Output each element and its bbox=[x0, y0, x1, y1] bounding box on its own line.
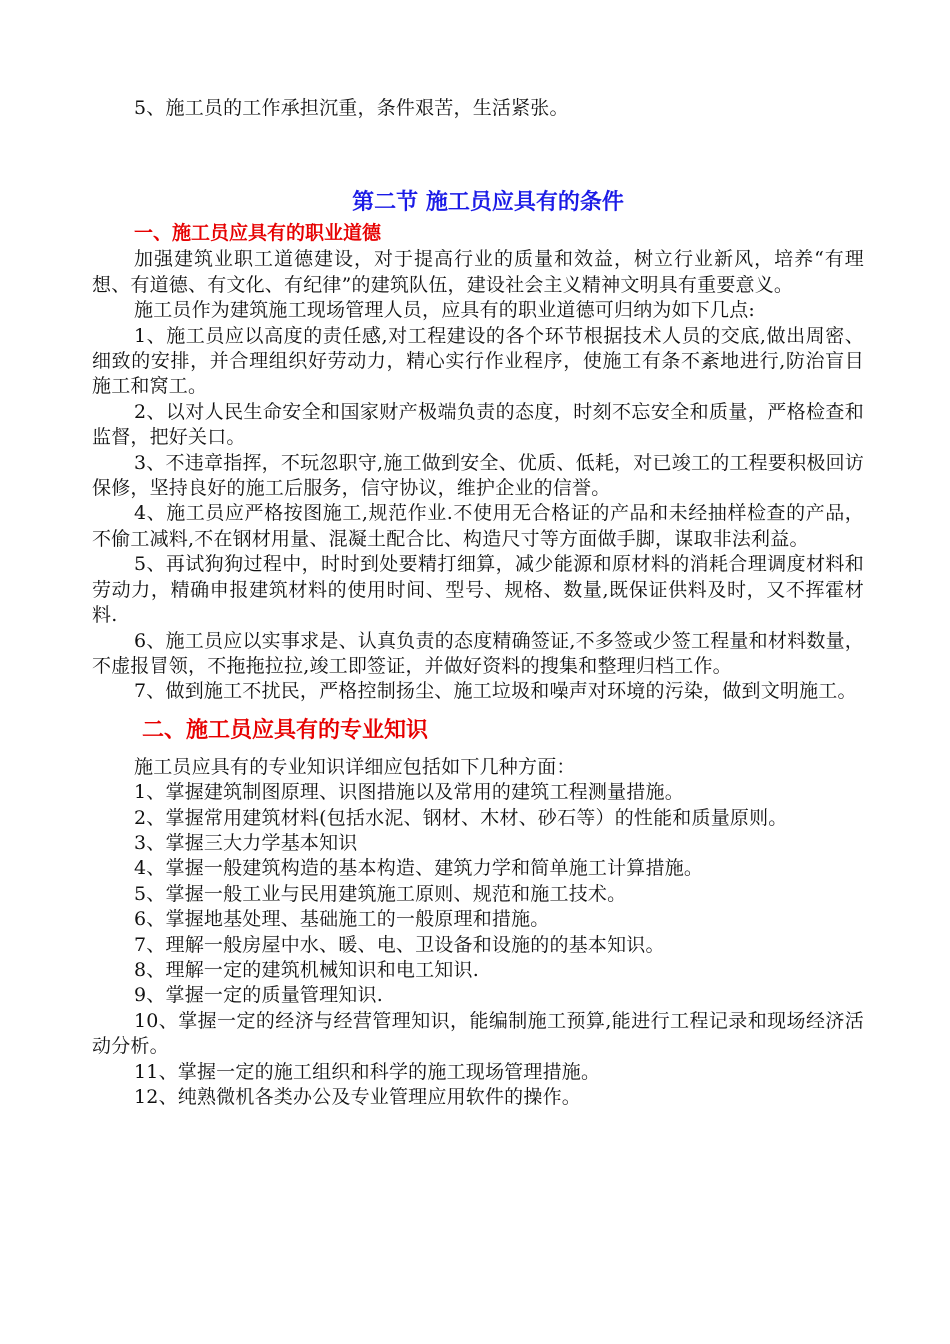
part2-paragraph: 施工员应具有的专业知识详细应包括如下几种方面： bbox=[134, 755, 576, 778]
section-title: 第二节 施工员应具有的条件 bbox=[352, 189, 624, 216]
part1-heading: 一、施工员应具有的职业道德 bbox=[134, 222, 382, 245]
part1-list-item: 5、再试狗狗过程中，时时到处要精打细算，减少能源和原材料的消耗合理调度材料和劳动力，精确申报建筑材料的使用时间、型号、规格、数量,既保证供料及时，又不挥霍材料. bbox=[92, 553, 864, 627]
part2-list-item: 11、掌握一定的施工组织和科学的施工现场管理措施。 bbox=[134, 1060, 601, 1083]
part1-list-item: 1、施工员应以高度的责任感,对工程建设的各个环节根据技术人员的交底,做出周密、细致的安排，并合理组织好劳动力，精心实行作业程序，使施工有条不紊地进行,防治盲目施工和窝工。 bbox=[92, 324, 864, 398]
part2-list-item: 10、掌握一定的经济与经营管理知识，能编制施工预算,能进行工程记录和现场经济活动分析。 bbox=[92, 1009, 864, 1058]
part1-list-item: 6、施工员应以实事求是、认真负责的态度精确签证,不多签或少签工程量和材料数量，不虚报冒领，不拖拖拉拉,竣工即签证，并做好资料的搜集和整理归档工作。 bbox=[92, 629, 864, 677]
intro-item: 5、施工员的工作承担沉重，条件艰苦，生活紧张。 bbox=[134, 97, 569, 119]
part2-list-item: 7、理解一般房屋中水、暖、电、卫设备和设施的的基本知识。 bbox=[134, 933, 665, 956]
part1-list-item: 7、做到施工不扰民，严格控制扬尘、施工垃圾和噪声对环境的污染，做到文明施工。 bbox=[134, 680, 857, 703]
part2-list-item: 5、掌握一般工业与民用建筑施工原则、规范和施工技术。 bbox=[134, 882, 627, 905]
part1-list-item: 3、不违章指挥，不玩忽职守,施工做到安全、优质、低耗，对已竣工的工程要积极回访保修，坚持良好的施工后服务，信守协议，维护企业的信誉。 bbox=[92, 451, 864, 500]
part2-list-item: 6、掌握地基处理、基础施工的一般原理和措施。 bbox=[134, 908, 550, 931]
document-page bbox=[92, 96, 864, 1110]
part1-paragraph: 施工员作为建筑施工现场管理人员，应具有的职业道德可归纳为如下几点: bbox=[134, 299, 756, 322]
part2-list-item: 12、纯熟微机各类办公及专业管理应用软件的操作。 bbox=[134, 1086, 581, 1108]
part2-list-item: 3、掌握三大力学基本知识 bbox=[134, 831, 358, 854]
part2-list-item: 9、掌握一定的质量管理知识. bbox=[134, 984, 383, 1007]
part1-list-item: 2、以对人民生命安全和国家财产极端负责的态度，时刻不忘安全和质量，严格检查和监督，把好关口。 bbox=[92, 400, 864, 449]
part1-paragraph: 加强建筑业职工道德建设，对于提高行业的质量和效益，树立行业新风，培养“有理想、有道德、有文化、有纪律”的建筑队伍，建设社会主义精神文明具有重要意义。 bbox=[92, 248, 864, 296]
part2-list-item: 8、理解一定的建筑机械知识和电工知识. bbox=[134, 958, 479, 981]
part1-list-item: 4、施工员应严格按图施工,规范作业.不使用无合格证的产品和未经抽样检查的产品，不偷工减料,不在钢材用量、混凝土配合比、构造尺寸等方面做手脚，谋取非法利益。 bbox=[92, 502, 864, 550]
part2-list-item: 1、掌握建筑制图原理、识图措施以及常用的建筑工程测量措施。 bbox=[134, 781, 684, 804]
part2-list-item: 2、掌握常用建筑材料(包括水泥、钢材、木材、砂石等）的性能和质量原则。 bbox=[134, 806, 788, 829]
part2-list-item: 4、掌握一般建筑构造的基本构造、建筑力学和简单施工计算措施。 bbox=[134, 857, 704, 880]
part2-heading: 二、施工员应具有的专业知识 bbox=[142, 716, 429, 743]
